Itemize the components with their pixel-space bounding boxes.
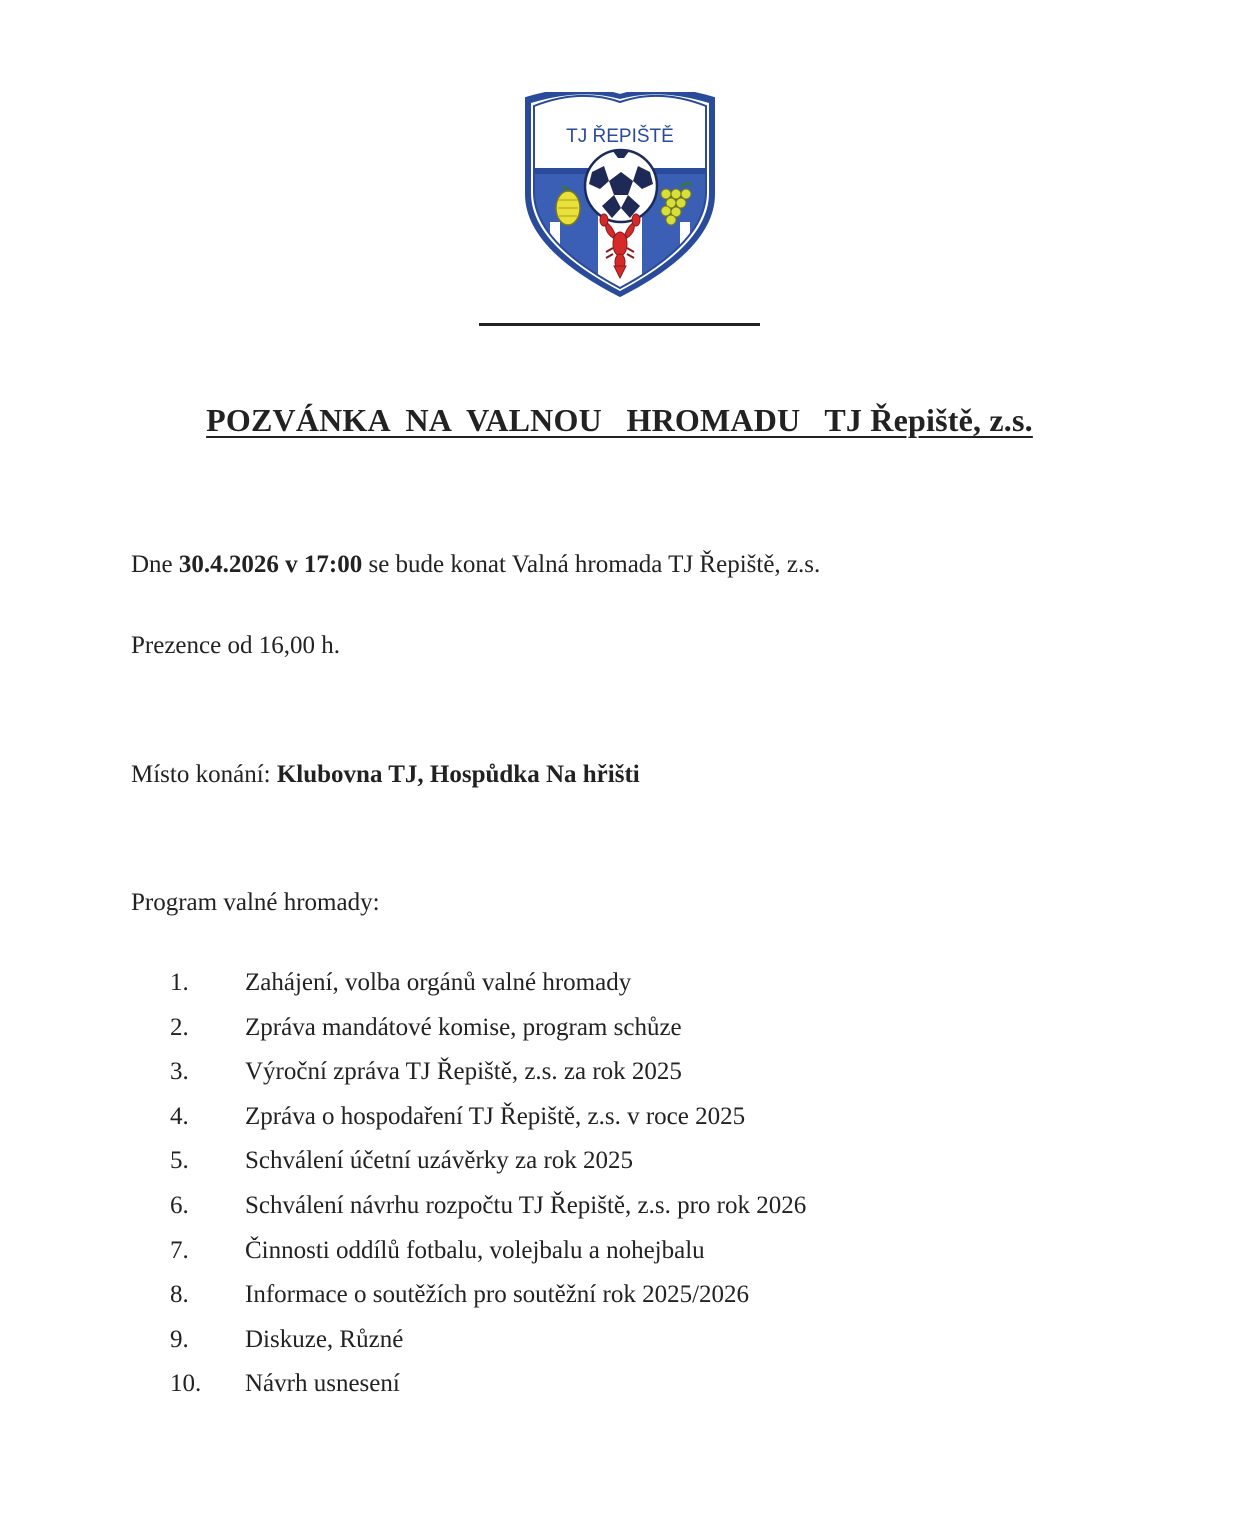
presence-line: Prezence od 16,00 h. [131,632,340,659]
place-value: Klubovna TJ, Hospůdka Na hřišti [276,761,640,788]
football-icon [585,150,657,222]
date-prefix: Dne [131,551,179,578]
page-title: POZVÁNKA NA VALNOU HROMADU TJ Řepiště, z.s. [206,402,1033,438]
item-number: 1. [170,969,189,996]
item-text: Zpráva mandátové komise, program schůze [245,1013,682,1041]
club-logo [520,92,720,298]
item-text: Činnosti oddílů fotbalu, volejbalu a nohejbalu [245,1236,705,1264]
item-number: 10. [170,1370,202,1398]
list-item [170,1147,634,1192]
list-item [170,1325,404,1371]
item-number: 2. [170,1013,189,1041]
item-text: Schválení účetní uzávěrky za rok 2025 [245,1147,634,1175]
item-number: 5. [170,1147,189,1175]
list-item [170,1013,682,1059]
item-text: Zpráva o hospodaření TJ Řepiště, z.s. v roce 2025 [245,1102,746,1130]
item-number: 7. [170,1236,189,1264]
meeting-datetime: 30.4.2026 v 17:00 [178,551,363,578]
item-text: Schválení návrhu rozpočtu TJ Řepiště, z.s. pro rok 2026 [245,1191,807,1219]
item-number: 6. [170,1191,189,1219]
place-label: Místo konání: [131,761,277,788]
list-item [170,1370,400,1415]
item-number: 9. [170,1325,189,1353]
item-text: Výroční zpráva TJ Řepiště, z.s. za rok 2025 [245,1058,682,1086]
item-number: 4. [170,1102,189,1130]
list-item [170,1058,682,1103]
list-item [170,1102,746,1148]
item-text: Diskuze, Různé [245,1325,404,1353]
item-number: 3. [170,1058,189,1086]
list-item [170,1191,807,1237]
item-text: Zahájení, volba orgánů valné hromady [245,969,632,996]
date-suffix: se bude konat Valná hromada TJ Řepiště, z.s. [362,551,821,578]
item-text: Informace o soutěžích pro soutěžní rok 2025/2026 [245,1281,750,1309]
list-item [170,1236,705,1282]
item-number: 8. [170,1281,189,1309]
logo-text: TJ ŘEPIŠTĚ [566,126,674,147]
item-text: Návrh usnesení [245,1370,400,1398]
list-item [170,1281,750,1326]
meeting-date-line [131,551,820,579]
program-heading: Program valné hromady: [131,889,380,916]
agenda-list [170,969,807,1415]
list-item [170,969,632,1014]
separator-line [479,323,760,326]
place-line [131,761,640,789]
